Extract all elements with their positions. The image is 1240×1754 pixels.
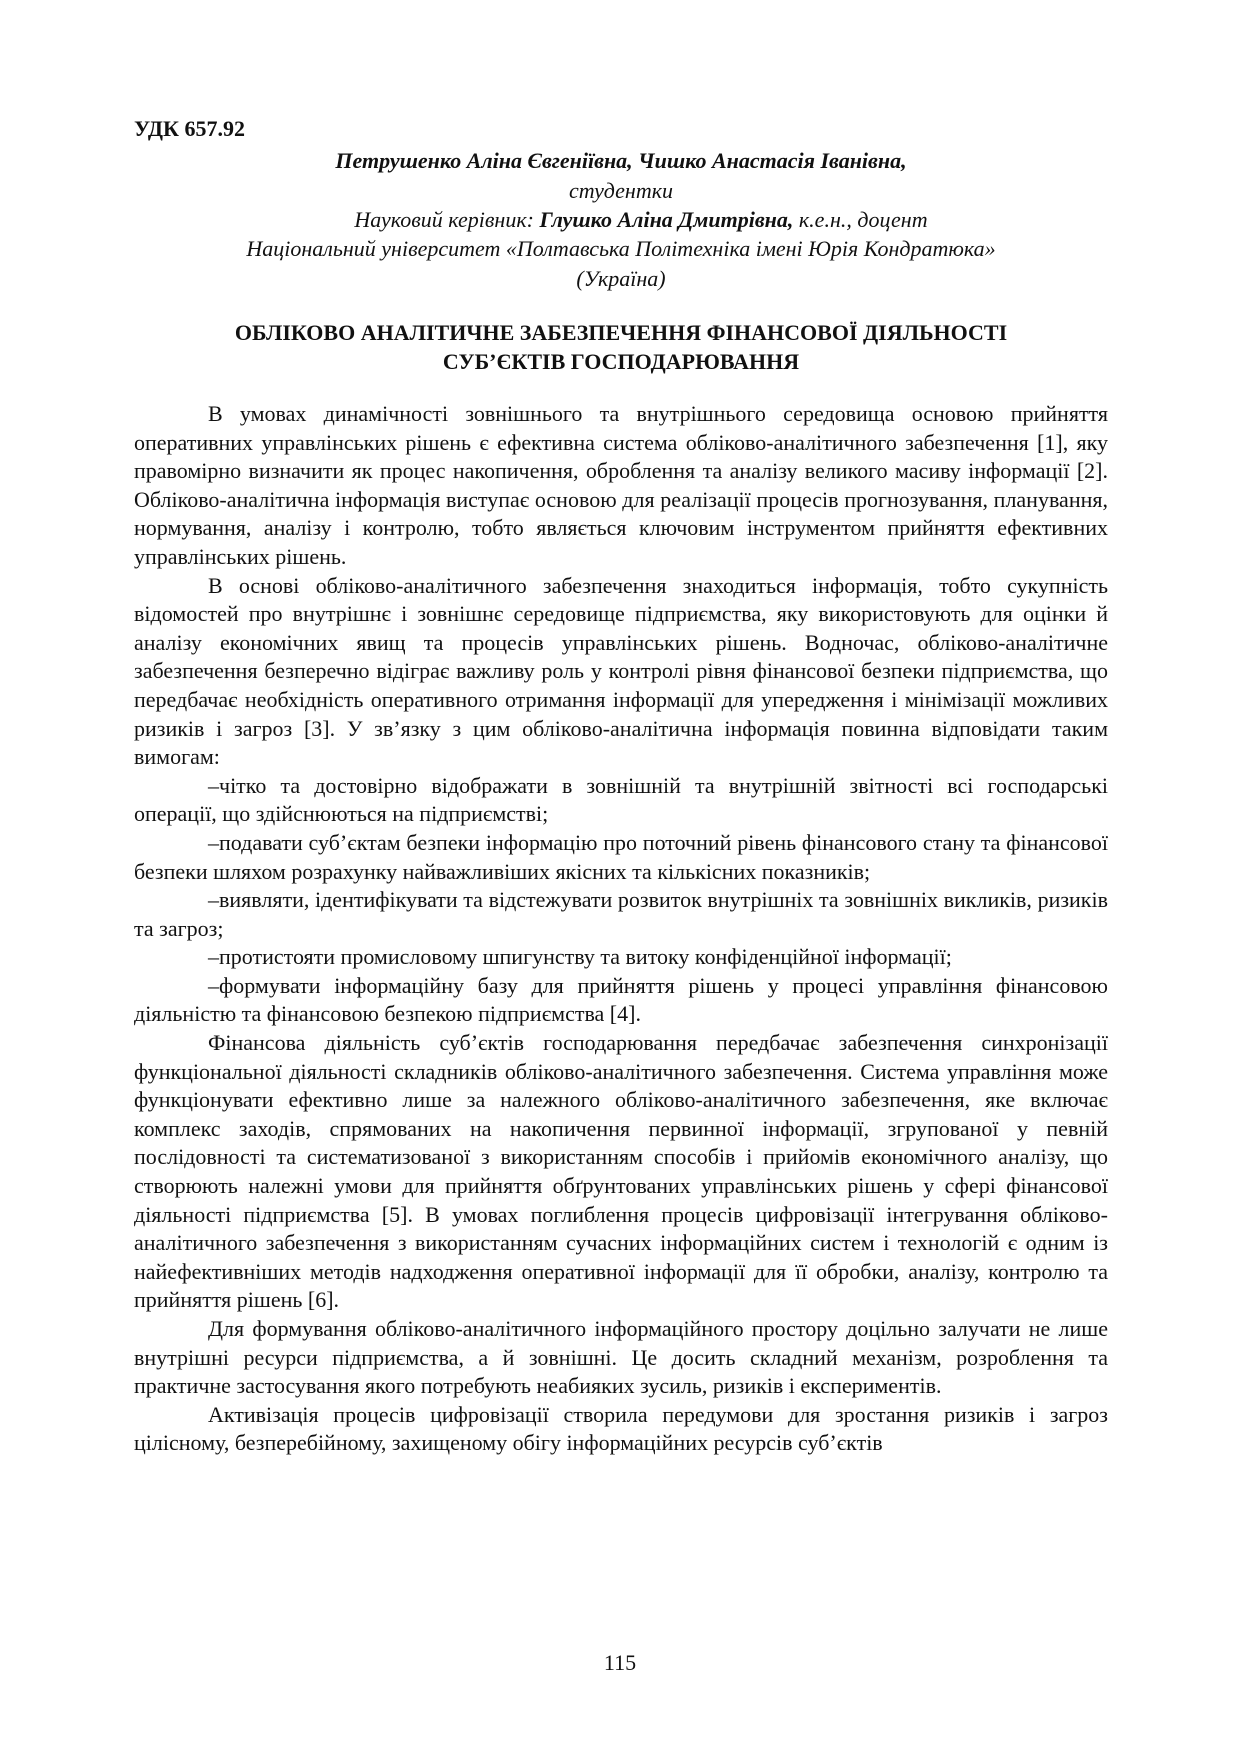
list-item: –виявляти, ідентифікувати та відстежувати розвиток внутрішніх та зовнішніх викликів, ризиків та загроз; (134, 887, 1108, 941)
list-item: –протистояти промисловому шпигунству та витоку конфіденційної інформації; (208, 944, 952, 970)
title-line-1: ОБЛІКОВО АНАЛІТИЧНЕ ЗАБЕЗПЕЧЕННЯ ФІНАНСОВОЇ ДІЯЛЬНОСТІ (234, 320, 1008, 345)
paragraph: Фінансова діяльність суб’єктів господарювання передбачає забезпечення синхронізації функціональної діяльності складників обліково-аналітичного забезпечення. Система управління може функціонувати ефективно лише за належного обліково-аналітичного забезпечення, яке включає комплекс заходів, спрямованих на накопичення первинної інформації, згрупованої у певній послідовності та систематизованої з використанням способів і прийомів економічного аналізу, що створюють належні умови для прийняття обґрунтованих управлінських рішень у сфері фінансової діяльності підприємства [5]. В умовах поглиблення процесів цифровізації інтегрування обліково-аналітичного забезпечення з використанням сучасних інформаційних систем і технологій є одним із найефективніших методів надходження оперативної інформації для її обробки, аналізу, контролю та прийняття рішень [6]. (134, 1030, 1108, 1313)
paragraph: В умовах динамічності зовнішнього та внутрішнього середовища основою прийняття оперативних управлінських рішень є ефективна система обліково-аналітичного забезпечення [1], яку правомірно визначити як процес накопичення, оброблення та аналізу великого масиву інформації [2]. Обліково-аналітична інформація виступає основою для реалізації процесів прогнозування, планування, нормування, аналізу і контролю, тобто являється ключовим інструментом прийняття ефективних управлінських рішень. (134, 401, 1108, 569)
advisor-name: Глушко Аліна Дмитрівна, (539, 207, 794, 232)
advisor-prefix: Науковий керівник: (354, 207, 540, 232)
author-role: студентки (568, 178, 674, 203)
title-line-2: СУБ’ЄКТІВ ГОСПОДАРЮВАННЯ (442, 349, 800, 374)
page-number: 115 (603, 1650, 637, 1675)
article-title (134, 318, 1108, 376)
authors: Петрушенко Аліна Євгеніївна, Чишко Анастасія Іванівна, (335, 148, 907, 173)
udk-code: УДК 657.92 (134, 116, 246, 141)
list-item: –подавати суб’єктам безпеки інформацію про поточний рівень фінансового стану та фінансової безпеки шляхом розрахунку найважливіших якісних та кількісних показників; (134, 829, 1108, 884)
paragraph: Для формування обліково-аналітичного інформаційного простору доцільно залучати не лише внутрішні ресурси підприємства, а й зовнішні. Це досить складний механізм, розроблення та практичне застосування якого потребують неабияких зусиль, ризиків і експериментів. (134, 1316, 1108, 1399)
university: Національний університет «Полтавська Політехніка імені Юрія Кондратюка» (246, 236, 996, 261)
country: (Україна) (576, 266, 666, 291)
list-item: –формувати інформаційну базу для прийняття рішень у процесі управління фінансовою діяльністю та фінансовою безпекою підприємства [4]. (134, 972, 1108, 1027)
list-item: –чітко та достовірно відображати в зовнішній та внутрішній звітності всі господарські операції, що здійснюються на підприємстві; (134, 772, 1108, 827)
article-body (134, 400, 1108, 1458)
paragraph: В основі обліково-аналітичного забезпечення знаходиться інформація, тобто сукупність відомостей про внутрішнє і зовнішнє середовище підприємства, яку використовують для оцінки й аналізу економічних явищ та процесів управлінських рішень. Водночас, обліково-аналітичне забезпечення безперечно відіграє важливу роль у контролі рівня фінансової безпеки підприємства, що передбачає необхідність оперативного отримання інформації для упередження і мінімізації можливих ризиків і загроз [3]. У зв’язку з цим обліково-аналітична інформація повинна відповідати таким вимогам: (134, 572, 1108, 770)
scientific-advisor (134, 205, 1108, 234)
paragraph: Активізація процесів цифровізації створила передумови для зростання ризиків і загроз цілісному, безперебійному, захищеному обігу інформаційних ресурсів суб’єктів (134, 1401, 1108, 1456)
advisor-degree: к.е.н., доцент (793, 207, 928, 232)
